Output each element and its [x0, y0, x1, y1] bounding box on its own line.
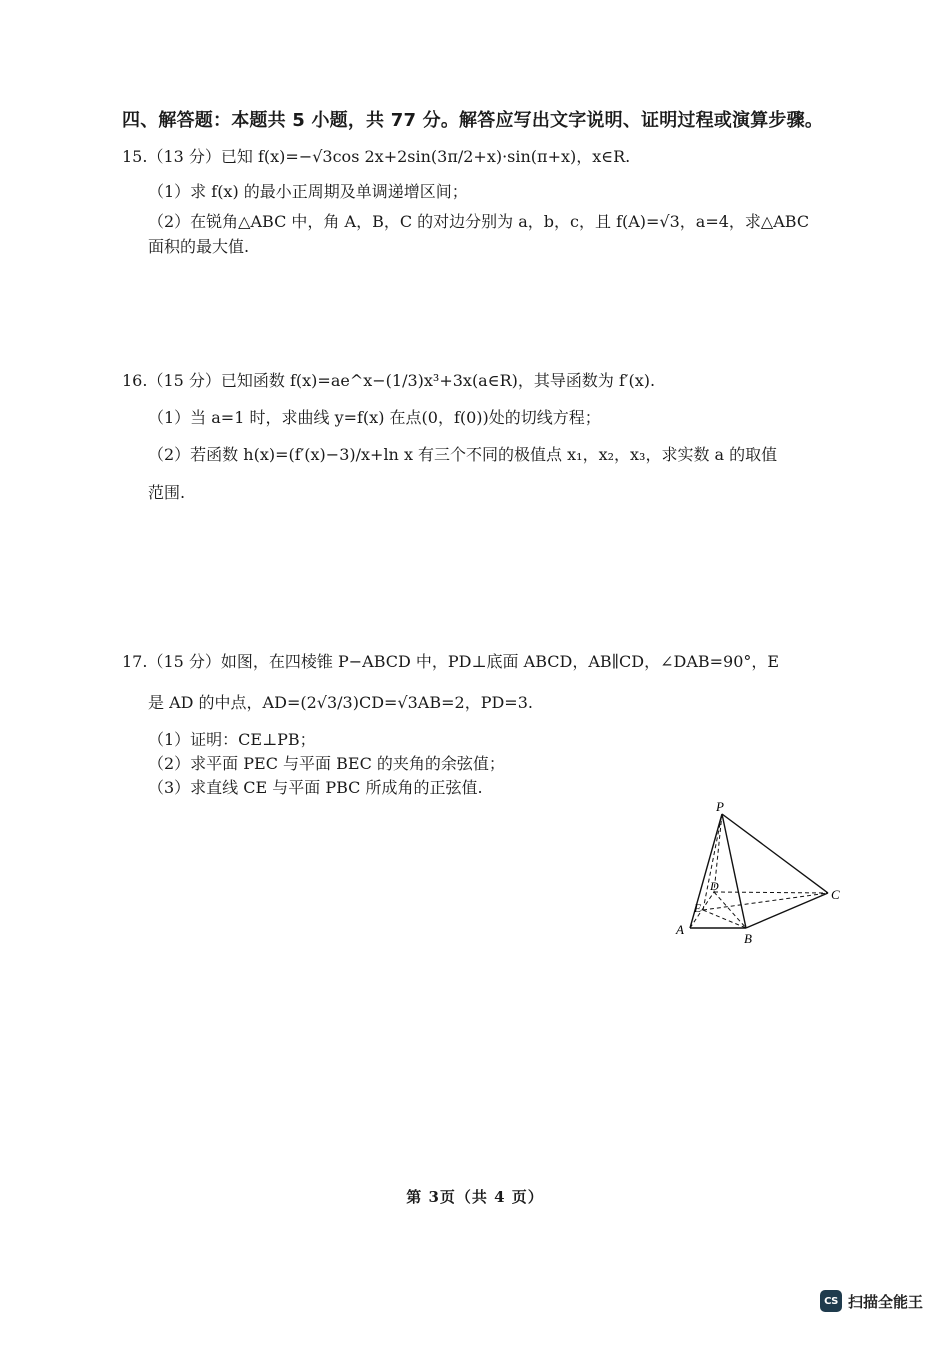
- q15-stem: 15.（13 分）已知 f(x)=−√3cos 2x+2sin(3π/2+x)·sin(π+x)，x∈R.: [122, 147, 631, 166]
- camscanner-watermark: [820, 1290, 923, 1312]
- q17-part3: （3）求直线 CE 与平面 PBC 所成角的正弦值.: [148, 778, 483, 797]
- q16-part2-line2: 范围.: [148, 483, 186, 502]
- edge-PB: [722, 814, 746, 928]
- q17-part2: （2）求平面 PEC 与平面 BEC 的夹角的余弦值；: [148, 754, 505, 773]
- label-P: P: [716, 800, 724, 814]
- pyramid-diagram: [672, 800, 852, 950]
- camscanner-logo-icon: CS: [820, 1290, 842, 1312]
- page-footer: 第 3页（共 4 页）: [406, 1188, 544, 1206]
- q16-part2-line1: （2）若函数 h(x)=(f′(x)−3)/x+ln x 有三个不同的极值点 x₁，x₂，x₃，求实数 a 的取值: [148, 445, 778, 464]
- label-D: D: [710, 879, 719, 893]
- section-heading: 四、解答题：本题共 5 小题，共 77 分。解答应写出文字说明、证明过程或演算步骤。: [122, 110, 824, 131]
- edge-DB: [714, 892, 746, 928]
- q17-stem-line1: 17.（15 分）如图，在四棱锥 P−ABCD 中，PD⊥底面 ABCD，AB∥CD，∠DAB=90°，E: [122, 652, 780, 671]
- edge-EP: [703, 814, 722, 910]
- q15-part2-line2: 面积的最大值.: [148, 237, 250, 256]
- label-C: C: [831, 887, 840, 902]
- q17-part1: （1）证明：CE⊥PB；: [148, 730, 316, 749]
- q16-part1: （1）当 a=1 时，求曲线 y=f(x) 在点(0，f(0))处的切线方程；: [148, 408, 601, 427]
- edge-EB: [703, 910, 746, 928]
- q16-stem: 16.（15 分）已知函数 f(x)=ae^x−(1/3)x³+3x(a∈R)，其导函数为 f′(x).: [122, 371, 656, 390]
- label-E: E: [694, 901, 702, 915]
- camscanner-text: 扫描全能王: [848, 1292, 924, 1311]
- label-A: A: [676, 922, 684, 937]
- edge-DC: [714, 892, 828, 893]
- q17-stem-line2: 是 AD 的中点，AD=(2√3/3)CD=√3AB=2，PD=3.: [148, 693, 533, 712]
- q15-part2-line1: （2）在锐角△ABC 中，角 A，B，C 的对边分别为 a，b，c，且 f(A)=√3，a=4，求△ABC: [148, 212, 810, 231]
- q15-part1: （1）求 f(x) 的最小正周期及单调递增区间；: [148, 182, 468, 201]
- pyramid-figure: [672, 800, 852, 954]
- edge-PC: [722, 814, 828, 893]
- label-B: B: [744, 931, 752, 946]
